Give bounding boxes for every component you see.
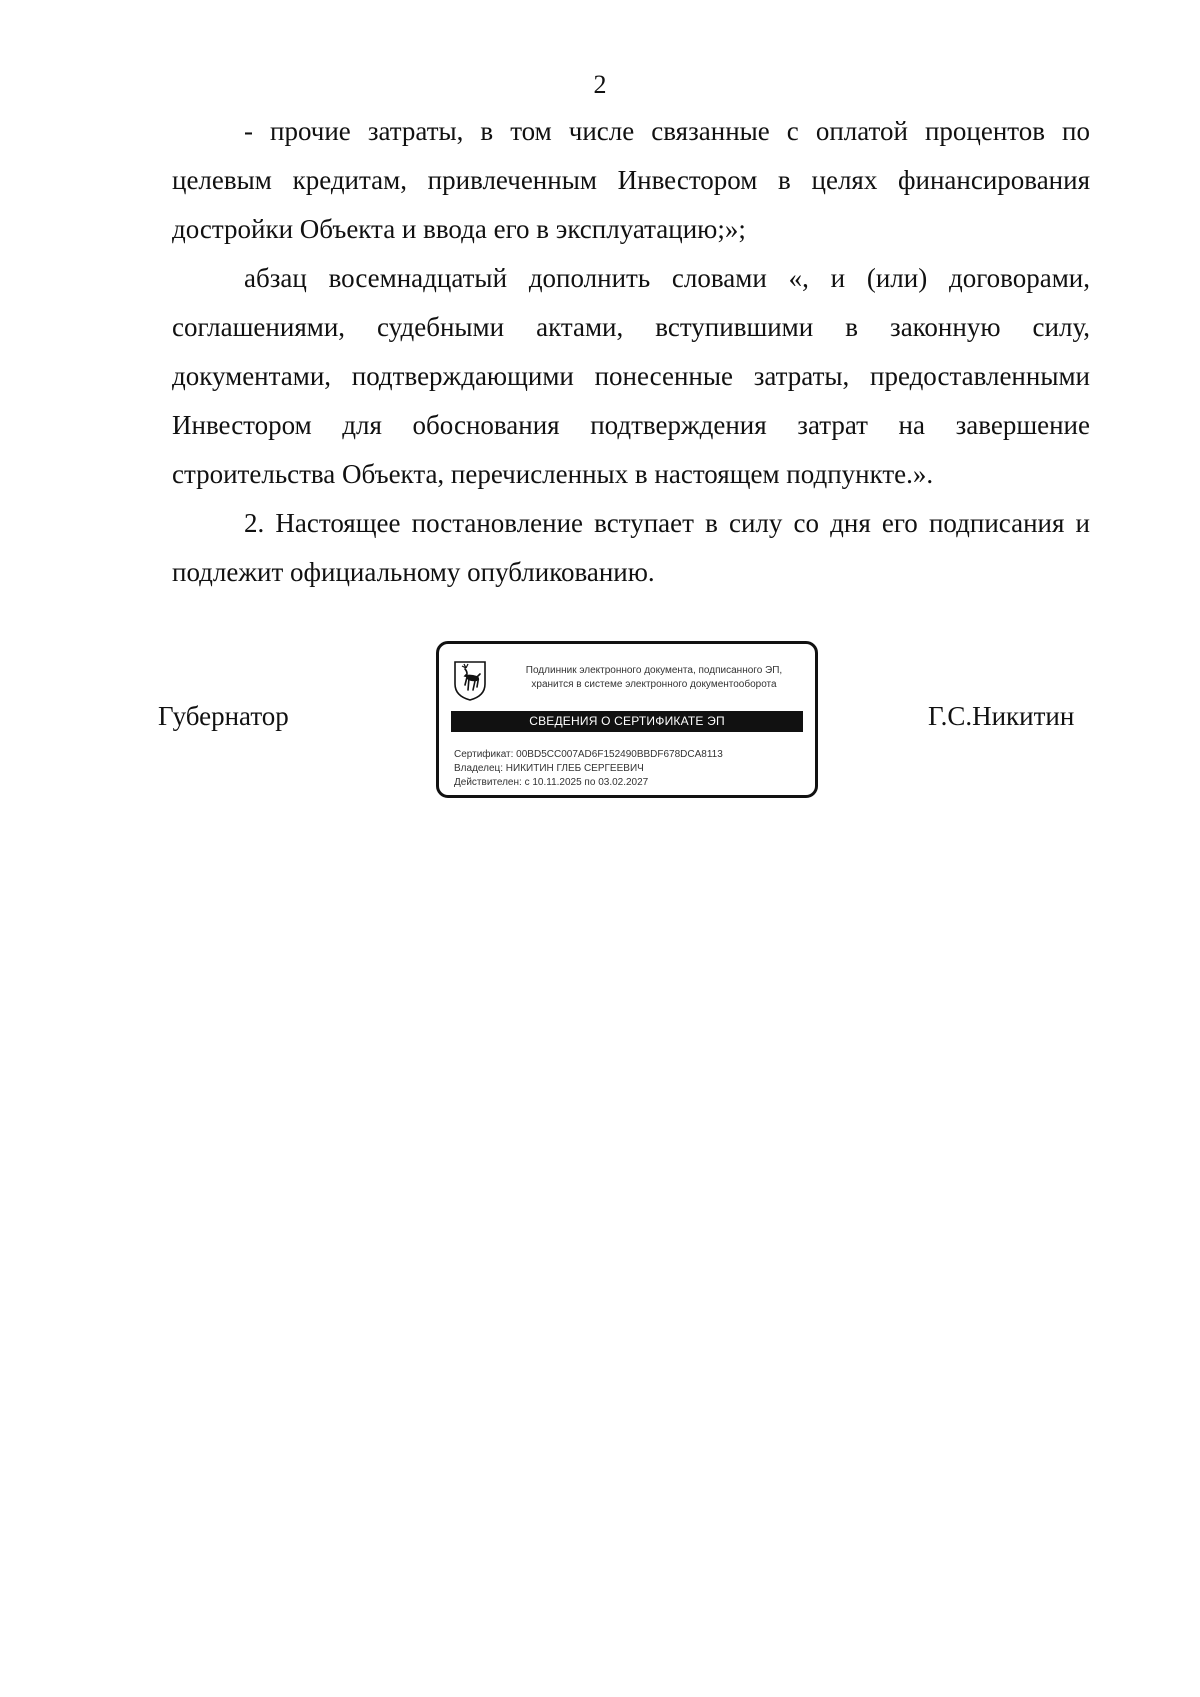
signer-name: Г.С.Никитин [928,701,1075,731]
certificate-details [454,748,723,790]
deer-coat-of-arms-icon [452,660,488,702]
stamp-notice [499,664,809,692]
document-body [172,107,1090,597]
stamp-header: СВЕДЕНИЯ О СЕРТИФИКАТЕ ЭП [451,711,803,732]
paragraph-eighteenth-amendment: абзац восемнадцатый дополнить словами «, и (или) договорами, соглашениями, судебными актами, вступившими в законную силу, документами, подтверждающими понесенные затраты, предоставленными Инвестором для обоснования подтверждения затрат на завершение строительства Объекта, перечисленных в настоящем подпункте.». [172,263,1090,489]
certificate-validity: Действителен: с 10.11.2025 по 03.02.2027 [454,777,649,788]
certificate-owner: Владелец: НИКИТИН ГЛЕБ СЕРГЕЕВИЧ [454,763,644,774]
certificate-serial: Сертификат: 00BD5CC007AD6F152490BBDF678DCA8113 [454,749,723,760]
stamp-notice-line: хранится в системе электронного документооборота [531,679,777,690]
page-number: 2 [593,70,607,99]
stamp-notice-line: Подлинник электронного документа, подписанного ЭП, [525,665,783,676]
paragraph-other-costs: - прочие затраты, в том числе связанные с оплатой процентов по целевым кредитам, привлеченным Инвестором в целях финансирования достройки Объекта и ввода его в эксплуатацию;»; [172,116,1090,244]
electronic-signature-stamp [436,641,818,798]
signer-position: Губернатор [158,701,289,731]
signature-block [0,641,1200,811]
paragraph-entry-into-force: 2. Настоящее постановление вступает в силу со дня его подписания и подлежит официальному опубликованию. [172,508,1090,587]
